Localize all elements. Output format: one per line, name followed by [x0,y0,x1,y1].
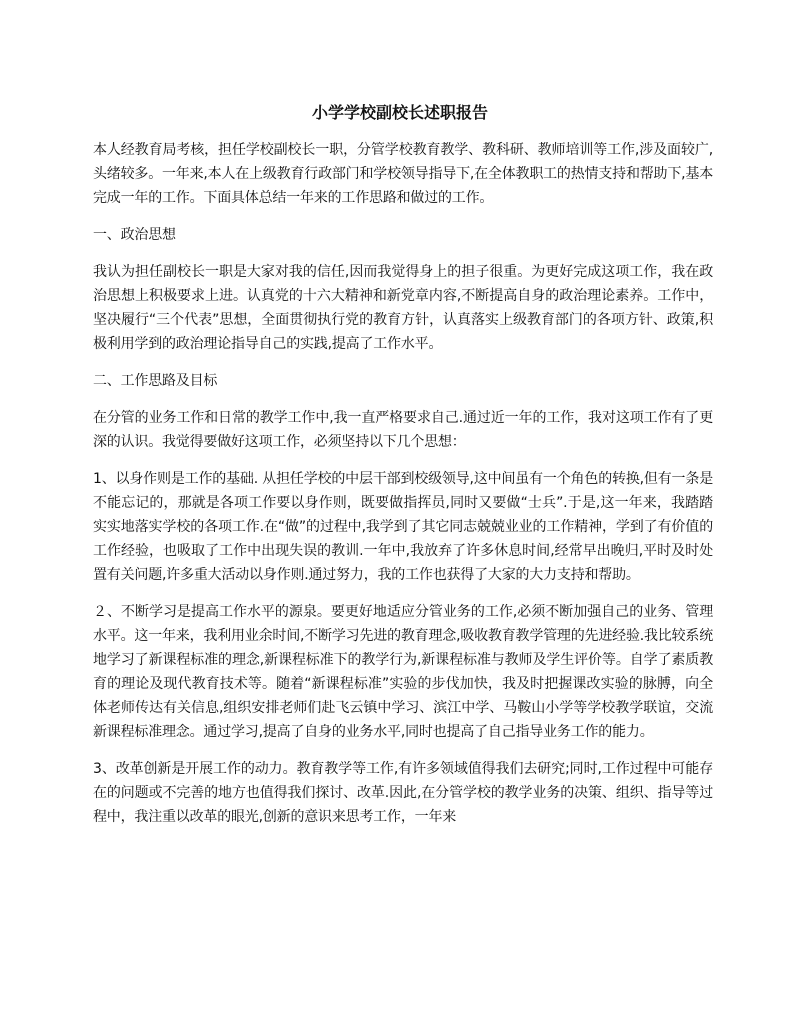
document-title: 小学学校副校长述职报告 [311,103,488,122]
document-body [93,138,713,842]
paragraph-point-1: 1、以身作则是工作的基础. 从担任学校的中层干部到校级领导,这中间虽有一个角色的转换,但有一条是不能忘记的，那就是各项工作要以身作则，既要做指挥员,同时又要做“士兵”.于是,这一年来，我踏踏实实地落实学校的各项工作.在“做”的过程中,我学到了其它同志兢兢业业的工作精神，学到了有价值的工作经验，也吸取了工作中出现失误的教训.一年中,我放弃了许多休息时间,经常早出晚归,平时及时处置有关问题,许多重大活动以身作则.通过努力，我的工作也获得了大家的大力支持和帮助。 [93,471,713,583]
paragraph-point-3: 3、改革创新是开展工作的动力。教育教学等工作,有许多领域值得我们去研究;同时,工作过程中可能存在的问题或不完善的地方也值得我们探讨、改革.因此,在分管学校的教学业务的决策、组织、指导等过程中，我注重以改革的眼光,创新的意识来思考工作，一年来 [93,761,713,825]
paragraph-work-ideas: 在分管的业务工作和日常的教学工作中,我一直严格要求自己.通过近一年的工作，我对这项工作有了更深的认识。我觉得要做好这项工作，必须坚持以下几个思想： [93,410,713,450]
paragraph-politics: 我认为担任副校长一职是大家对我的信任,因而我觉得身上的担子很重。为更好完成这项工作，我在政治思想上积极要求上进。认真党的十六大精神和新党章内容,不断提高自身的政治理论素养。工作中，坚决履行“三个代表”思想，全面贯彻执行党的教育方针，认真落实上级教育部门的各项方针、政策,积极利用学到的政治理论指导自己的实践,提高了工作水平。 [93,264,713,352]
section-heading-politics: 一、政治思想 [93,227,176,243]
section-heading-work-ideas: 二、工作思路及目标 [93,373,218,389]
paragraph-point-2: ２、不断学习是提高工作水平的源泉。要更好地适应分管业务的工作,必须不断加强自己的业务、管理水平。这一年来，我利用业余时间,不断学习先进的教育理念,吸收教育教学管理的先进经验.我比较系统地学习了新课程标准的理念,新课程标准下的教学行为,新课程标准与教师及学生评价等。自学了素质教育的理论及现代教育技术等。随着“新课程标准”实验的步伐加快，我及时把握课改实验的脉膊，向全体老师传达有关信息,组织安排老师们赴飞云镇中学习、滨江中学、马鞍山小学等学校教学联谊，交流新课程标准理念。通过学习,提高了自身的业务水平,同时也提高了自己指导业务工作的能力。 [93,604,713,740]
paragraph-intro: 本人经教育局考核，担任学校副校长一职，分管学校教育教学、教科研、教师培训等工作,涉及面较广,头绪较多。一年来,本人在上级教育行政部门和学校领导指导下,在全体教职工的热情支持和帮助下,基本完成一年的工作。下面具体总结一年来的工作思路和做过的工作。 [93,142,713,206]
